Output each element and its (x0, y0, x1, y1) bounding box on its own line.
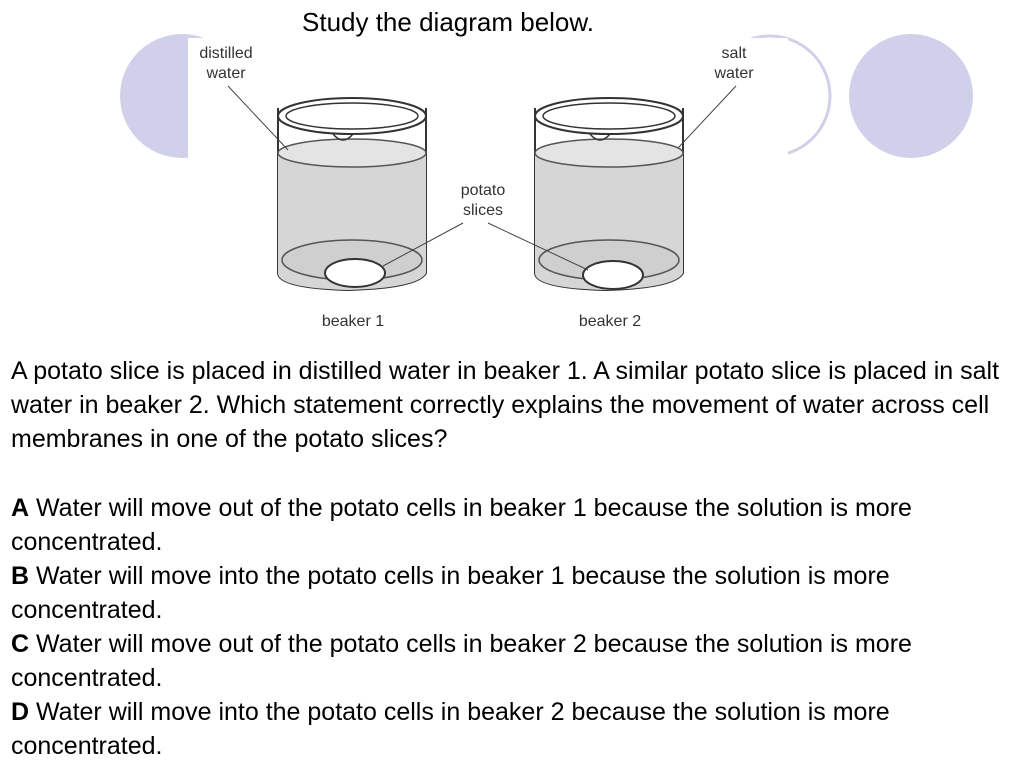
option-c-letter: C (11, 630, 30, 658)
label-slices: slices (462, 202, 504, 219)
potato-slice-1 (325, 259, 385, 287)
label-beaker-2: beaker 2 (578, 313, 642, 330)
option-b (11, 559, 1011, 627)
option-d-text: Water will move into the potato cells in beaker 2 because the solution is more concentrated. (11, 698, 890, 760)
option-d (11, 695, 1011, 763)
label-salt: salt (721, 45, 747, 62)
question-text: A potato slice is placed in distilled water in beaker 1. A similar potato slice is placed in salt water in beaker 2. Which statement correctly explains the movement of water across cell membranes in one of the potato slices? (11, 357, 1000, 453)
label-beaker-1: beaker 1 (321, 313, 385, 330)
label-salt-water: water (714, 65, 754, 82)
beaker-2 (535, 98, 683, 290)
beaker-diagram (188, 38, 788, 338)
option-b-letter: B (11, 562, 30, 590)
beaker-1 (278, 98, 426, 290)
potato-slice-2 (583, 261, 643, 289)
slide-title: Study the diagram below. (300, 6, 600, 42)
label-distilled-water: water (206, 65, 246, 82)
option-b-text: Water will move into the potato cells in beaker 1 because the solution is more concentrated. (11, 562, 890, 624)
option-a (11, 491, 1011, 559)
option-d-letter: D (11, 698, 30, 726)
label-potato: potato (460, 182, 506, 199)
option-c (11, 627, 1011, 695)
option-a-letter: A (11, 494, 30, 522)
option-a-text: Water will move out of the potato cells in beaker 1 because the solution is more concentrated. (11, 494, 912, 556)
option-c-text: Water will move out of the potato cells in beaker 2 because the solution is more concentrated. (11, 630, 912, 692)
label-distilled: distilled (199, 45, 253, 62)
